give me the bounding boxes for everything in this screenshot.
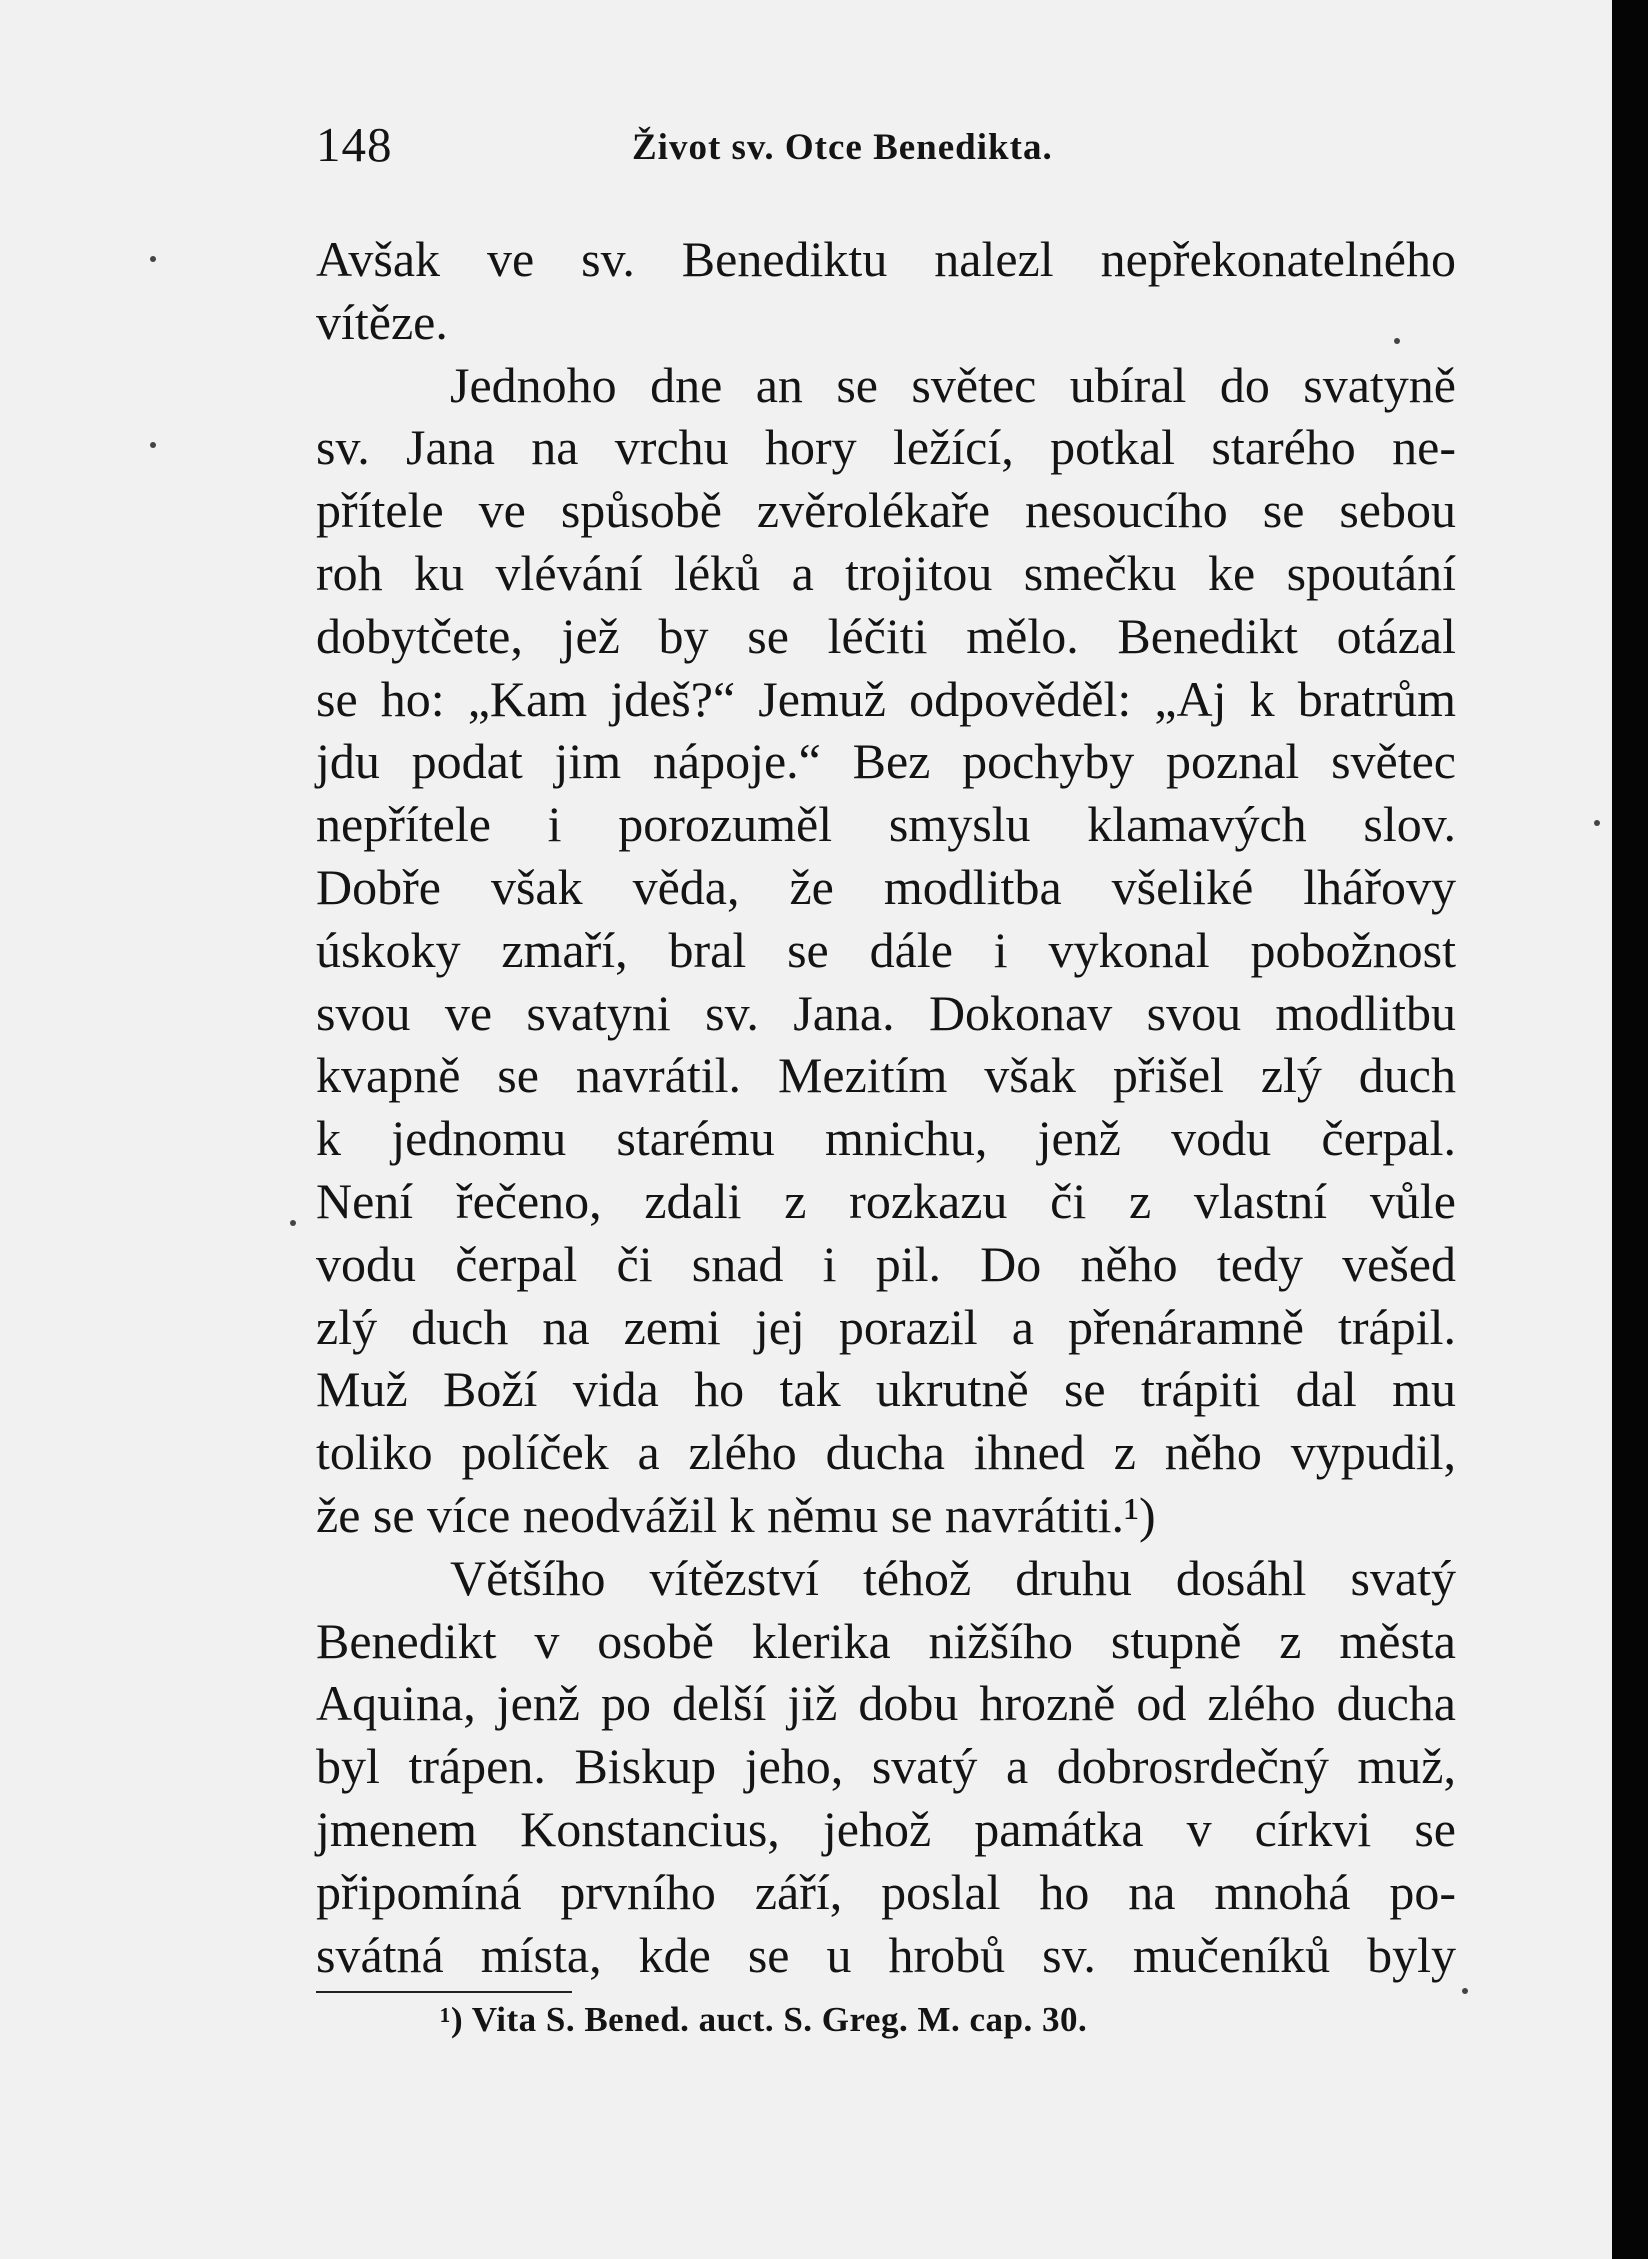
print-speck: [1594, 820, 1600, 826]
text-line: Benedikt v osobě klerika nižšího stupně z města: [316, 1612, 1456, 1669]
text-line: Není řečeno, zdali z rozkazu či z vlastní vůle: [316, 1172, 1456, 1229]
text-line: nepřítele i porozuměl smyslu klamavých slov.: [316, 796, 1456, 853]
text-line: byl trápen. Biskup jeho, svatý a dobrosrdečný muž,: [316, 1738, 1456, 1795]
page-edge: [1612, 0, 1648, 2259]
text-line: Většího vítězství téhož druhu dosáhl svatý: [450, 1549, 1456, 1606]
print-speck: [150, 442, 156, 448]
text-line: připomíná prvního září, poslal ho na mnohá po-: [316, 1863, 1456, 1920]
text-line: že se více neodvážil k němu se navrátiti.¹): [316, 1486, 1156, 1543]
text-line: svátná místa, kde se u hrobů sv. mučeníků byly: [316, 1926, 1456, 1983]
text-line: se ho: „Kam jdeš?“ Jemuž odpověděl: „Aj k bratrům: [316, 670, 1456, 727]
text-line: Aquina, jenž po delší již dobu hrozně od zlého ducha: [316, 1675, 1456, 1732]
text-line: kvapně se navrátil. Mezitím však přišel zlý duch: [316, 1047, 1456, 1104]
text-line: toliko políček a zlého ducha ihned z něho vypudil,: [316, 1424, 1456, 1481]
text-line: vodu čerpal či snad i pil. Do něho tedy vešed: [316, 1235, 1456, 1292]
text-line: jdu podat jim nápoje.“ Bez pochyby poznal světec: [316, 733, 1456, 790]
print-speck: [1462, 1988, 1468, 1994]
text-line: roh ku vlévání léků a trojitou smečku ke spoutání: [316, 544, 1456, 601]
text-line: Muž Boží vida ho tak ukrutně se trápiti dal mu: [316, 1361, 1456, 1418]
text-line: úskoky zmaří, bral se dále i vykonal pobožnost: [316, 921, 1456, 978]
text-line: Jednoho dne an se světec ubíral do svatyně: [450, 356, 1456, 413]
text-line: přítele ve spůsobě zvěrolékaře nesoucího se sebou: [316, 482, 1456, 539]
text-line: k jednomu starému mnichu, jenž vodu čerpal.: [316, 1110, 1456, 1167]
body-text: [316, 228, 1456, 1986]
footnote: ¹) Vita S. Bened. auct. S. Greg. M. cap. 30.: [440, 2000, 1088, 2039]
running-title: Život sv. Otce Benedikta.: [632, 127, 1053, 168]
text-line: sv. Jana na vrchu hory ležící, potkal starého ne-: [316, 419, 1456, 476]
text-line: vítěze.: [316, 293, 448, 350]
footnote-rule: [316, 1991, 572, 1993]
page-number: 148: [316, 117, 393, 172]
print-speck: [290, 1220, 296, 1226]
print-speck: [150, 256, 156, 262]
running-header: [316, 116, 1456, 176]
text-line: zlý duch na zemi jej porazil a přenáramně trápil.: [316, 1298, 1456, 1355]
print-speck: [1394, 338, 1400, 344]
text-line: Dobře však věda, že modlitba všeliké lhářovy: [316, 858, 1456, 915]
text-line: jmenem Konstancius, jehož památka v církvi se: [316, 1800, 1456, 1857]
text-line: Avšak ve sv. Benediktu nalezl nepřekonatelného: [316, 231, 1456, 287]
text-line: dobytčete, jež by se léčiti mělo. Benedikt otázal: [316, 607, 1456, 664]
text-line: svou ve svatyni sv. Jana. Dokonav svou modlitbu: [316, 984, 1456, 1041]
